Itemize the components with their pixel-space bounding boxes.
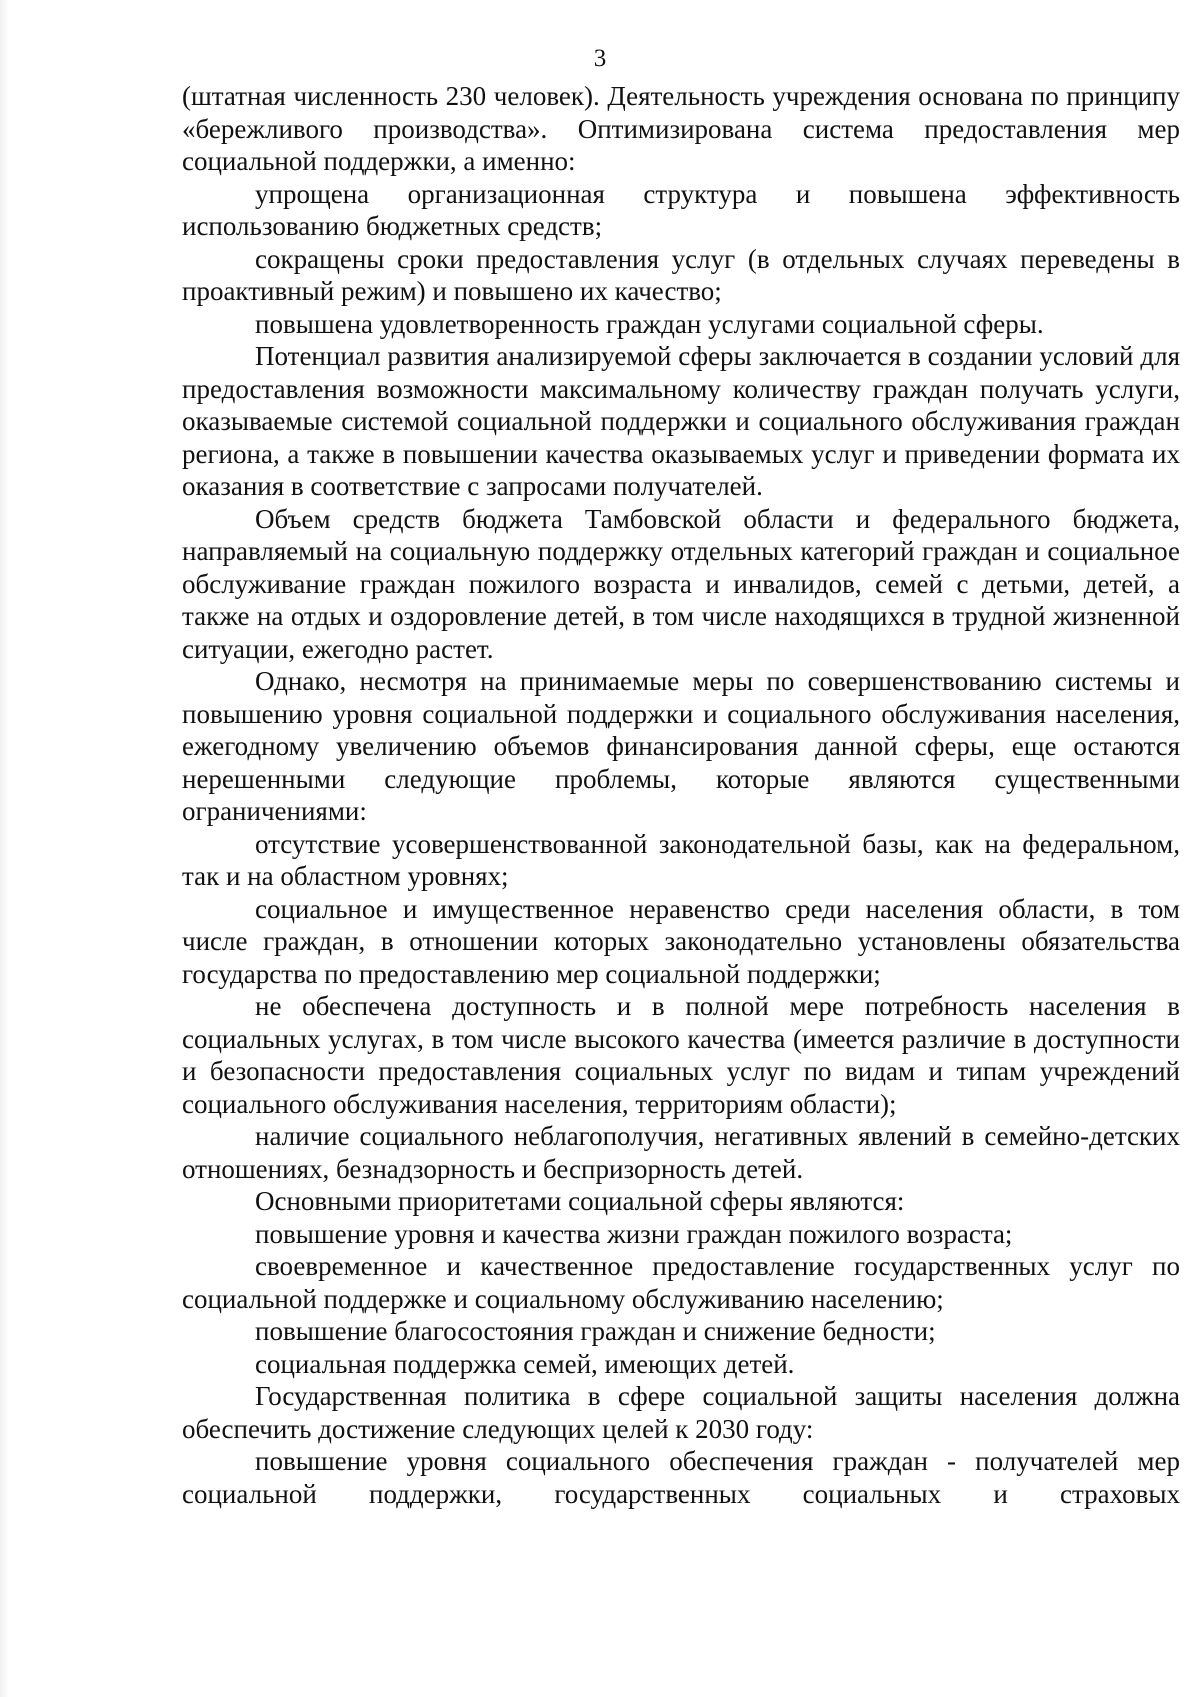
page-number: 3	[593, 45, 607, 72]
list-item-satisfaction: повышена удовлетворенность граждан услугами социальной сферы.	[255, 308, 1044, 339]
paragraph-goals-intro: Государственная политика в сфере социальной защиты населения должна обеспечить достижение следующих целей к 2030 году:	[182, 1381, 1180, 1444]
problem-item-legislation: отсутствие усовершенствованной законодательной базы, как на федеральном, так и на областном уровнях;	[182, 828, 1180, 891]
paragraph-budget: Объем средств бюджета Тамбовской области и федерального бюджета, направляемый на социальную поддержку отдельных категорий граждан и социальное обслуживание граждан пожилого возраста и инвалидов, семей с детьми, детей, а также на отдых и оздоровление детей, в том числе находящихся в трудной жизненной ситуации, ежегодно растет.	[182, 503, 1180, 664]
paragraph-potential: Потенциал развития анализируемой сферы заключается в создании условий для предоставления возможности максимальному количеству граждан получать услуги, оказываемые системой социальной поддержки и социального обслуживания граждан региона, а также в повышении качества оказываемых услуг и приведении формата их оказания в соответствие с запросами получателей.	[182, 341, 1180, 501]
priority-item-poverty: повышение благосостояния граждан и снижение бедности;	[255, 1316, 936, 1346]
problem-item-inequality: социальное и имущественное неравенство среди населения области, в том числе граждан, в отношении которых законодательно установлены обязательства государства по предоставлению мер социальной поддержки;	[182, 893, 1180, 989]
paragraph-staff-count: (штатная численность 230 человек). Деятельность учреждения основана по принципу «бережливого производства». Оптимизирована система предоставления мер социальной поддержки, а именно:	[182, 81, 1180, 176]
list-item-structure: упрощена организационная структура и повышена эффективность использованию бюджетных средств;	[182, 178, 1180, 241]
scan-edge	[0, 0, 8, 1697]
paragraph-problems-intro: Однако, несмотря на принимаемые меры по совершенствованию системы и повышению уровня социальной поддержки и социального обслуживания населения, ежегодному увеличению объемов финансирования данной сферы, еще остаются нерешенными следующие проблемы, которые являются существенными ограничениями:	[182, 666, 1180, 826]
problem-item-accessibility: не обеспечена доступность и в полной мере потребность населения в социальных услугах, в том числе высокого качества (имеется различие в доступности и безопасности предоставления социальных услуг по видам и типам учреждений социального обслуживания населения, территориям области);	[182, 991, 1180, 1119]
paragraph-priorities-intro: Основными приоритетами социальной сферы являются:	[255, 1186, 905, 1216]
priority-item-services: своевременное и качественное предоставление государственных услуг по социальной поддержке и социальному обслуживанию населению;	[182, 1251, 1180, 1314]
list-item-terms: сокращены сроки предоставления услуг (в отдельных случаях переведены в проактивный режим) и повышено их качество;	[182, 243, 1180, 306]
document-body	[182, 80, 1180, 1510]
problem-item-family: наличие социального неблагополучия, негативных явлений в семейно-детских отношениях, безнадзорность и беспризорность детей.	[182, 1121, 1180, 1184]
priority-item-elderly: повышение уровня и качества жизни граждан пожилого возраста;	[255, 1218, 1013, 1249]
goal-item-security: повышение уровня социального обеспечения граждан - получателей мер социальной поддержки, государственных социальных и страховых	[182, 1446, 1180, 1509]
priority-item-families: социальная поддержка семей, имеющих детей.	[255, 1348, 795, 1379]
